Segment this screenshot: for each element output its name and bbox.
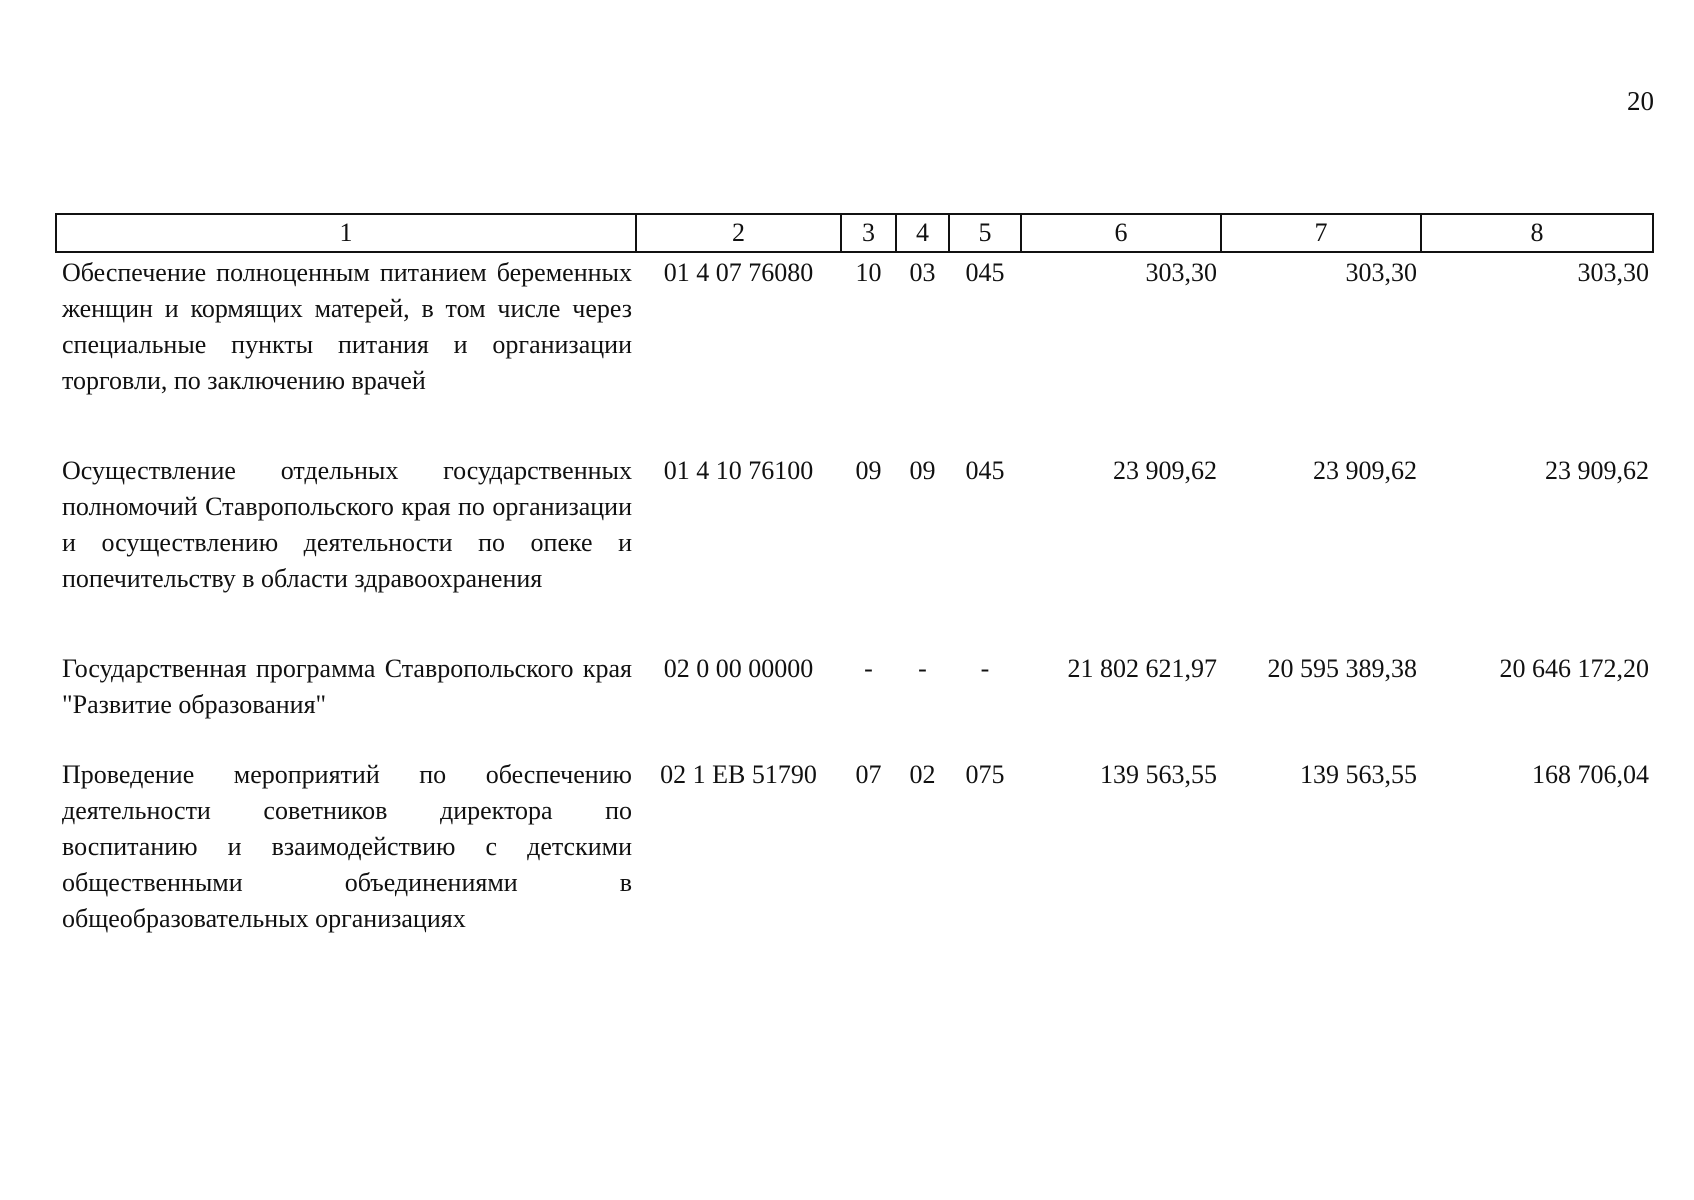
- row-value-8: 303,30: [1577, 258, 1649, 287]
- row-col4: 02: [909, 760, 936, 789]
- row-code: 01 4 10 76100: [663, 456, 814, 485]
- row-value-7: 303,30: [1345, 258, 1417, 287]
- row-value-7: 139 563,55: [1300, 760, 1417, 789]
- row-col4: 09: [909, 456, 936, 485]
- column-header-2: 2: [636, 214, 841, 252]
- page-number: 20: [1627, 86, 1654, 116]
- row-col5: -: [980, 654, 990, 683]
- row-value-7: 20 595 389,38: [1267, 654, 1417, 683]
- row-col5: 045: [965, 258, 1005, 287]
- table-body: [56, 252, 1653, 941]
- row-name: Осуществление отдельных государственных полномочий Ставропольского края по организации и осуществлению деятельности по опеке и попечительству в области здравоохранения: [62, 456, 632, 593]
- column-header-3: 3: [841, 214, 896, 252]
- column-header-8: 8: [1421, 214, 1653, 252]
- budget-table: [55, 213, 1654, 941]
- column-header-1: 1: [56, 214, 636, 252]
- table-row: [56, 649, 1653, 755]
- row-name: Государственная программа Ставропольского края "Развитие образования": [62, 654, 632, 719]
- table-row: [56, 755, 1653, 941]
- row-value-8: 23 909,62: [1545, 456, 1649, 485]
- column-header-7: 7: [1221, 214, 1421, 252]
- row-code: 02 0 00 00000: [663, 654, 814, 683]
- table-header: [56, 214, 1653, 252]
- row-value-7: 23 909,62: [1313, 456, 1417, 485]
- row-name: Проведение мероприятий по обеспечению деятельности советников директора по воспитанию и взаимодействию с детскими общественными объединениями в общеобразовательных организациях: [62, 760, 632, 933]
- column-header-4: 4: [896, 214, 949, 252]
- row-code: 01 4 07 76080: [663, 258, 814, 287]
- column-header-5: 5: [949, 214, 1021, 252]
- row-col5: 045: [965, 456, 1005, 485]
- row-value-6: 23 909,62: [1113, 456, 1217, 485]
- row-value-8: 20 646 172,20: [1499, 654, 1649, 683]
- row-value-6: 21 802 621,97: [1067, 654, 1217, 683]
- row-name: Обеспечение полноценным питанием беременных женщин и кормящих матерей, в том числе через специальные пункты питания и организации торговли, по заключению врачей: [62, 258, 632, 395]
- table-row: [56, 252, 1653, 451]
- row-value-6: 139 563,55: [1100, 760, 1217, 789]
- table-row: [56, 451, 1653, 649]
- row-col3: 10: [855, 258, 882, 287]
- row-code: 02 1 EB 51790: [660, 760, 817, 789]
- row-value-6: 303,30: [1145, 258, 1217, 287]
- row-col5: 075: [965, 760, 1005, 789]
- row-col3: -: [864, 654, 873, 683]
- row-value-8: 168 706,04: [1532, 760, 1649, 789]
- column-header-6: 6: [1021, 214, 1221, 252]
- row-col3: 07: [855, 760, 882, 789]
- row-col4: 03: [909, 258, 936, 287]
- row-col3: 09: [855, 456, 882, 485]
- row-col4: -: [918, 654, 927, 683]
- header-row: [56, 214, 1653, 252]
